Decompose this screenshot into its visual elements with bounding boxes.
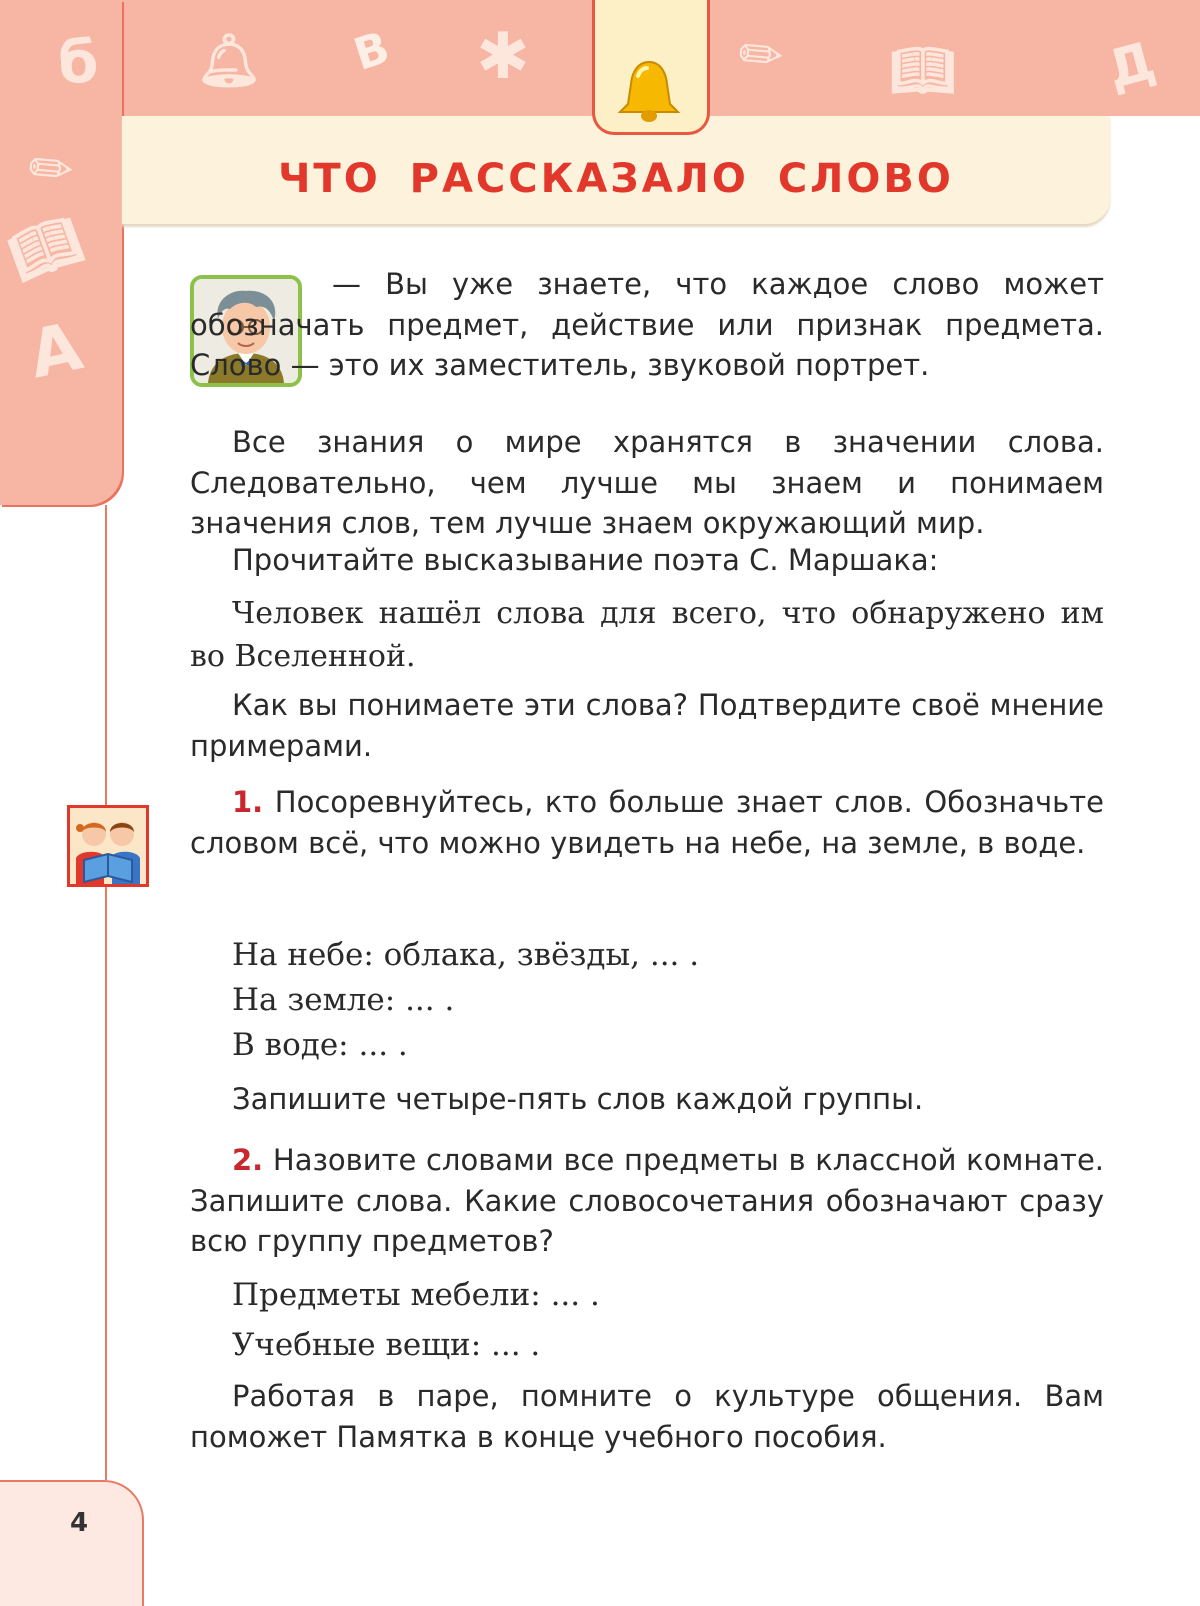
exercise-1-line-earth: На земле: ... . [232,982,455,1018]
page-number: 4 [70,1508,89,1538]
page-corner [0,1480,144,1606]
bell-icon [614,58,684,135]
decor-letter-v: В [347,22,396,81]
intro-paragraph: — Вы уже знаете, что каждое слово может обозначать предмет, действие или признак предмета. Слово — это их заместитель, звуковой портрет. [190,267,1104,382]
exercise-2-text [190,1140,1104,1262]
exercise-1-task: Запишите четыре-пять слов каждой группы. [232,1082,924,1116]
pencil-icon-left: ✎ [15,133,88,207]
page-title: ЧТО РАССКАЗАЛО СЛОВО [278,156,954,202]
exercise-1-line-sky: На небе: облака, звёзды, ... . [232,937,700,973]
knowledge-paragraph: Все знания о мире хранятся в значении слова. Следовательно, чем лучше мы знаем и понимаем значения слов, тем лучше знаем окружающий мир. [190,425,1104,540]
open-book-icon: 📖︎ [890,41,957,101]
exercise-2-instruction: Назовите словами все предметы в классной комнате. Запишите слова. Какие словосочетания обозначают сразу всю группу предметов? [190,1143,1105,1258]
exercise-1-instruction: Посоревнуйтесь, кто больше знает слов. Обозначьте словом всё, что можно увидеть на небе, на земле, в воде. [190,785,1105,860]
exercise-2-note: Работая в паре, помните о культуре общения. Вам поможет Памятка в конце учебного пособия. [190,1379,1104,1454]
maple-leaf-icon: ✱ [476,20,530,94]
exercise-1-line-water: В воде: ... . [232,1027,408,1063]
open-book-icon-left: 📖︎ [1,205,91,292]
exercise-1-number: 1. [232,785,264,819]
decor-letter-b: б [58,28,99,96]
bell-outline-icon: 🔔︎ [196,31,263,91]
exercise-2-line-school-items: Учебные вещи: ... . [232,1327,541,1363]
decor-letter-a: А [22,307,89,394]
exercise-1-text [190,782,1104,863]
marshak-quote: Человек нашёл слова для всего, что обнаружено им во Вселенной. [190,596,1104,674]
kids-reading-icon [67,805,149,887]
pencil-icon: ✎ [725,19,798,93]
exercise-2-number: 2. [232,1143,264,1177]
read-prompt: Прочитайте высказывание поэта С. Маршака: [232,543,939,577]
question-paragraph: Как вы понимаете эти слова? Подтвердите своё мнение примерами. [190,688,1104,763]
margin-line [105,505,107,1480]
decor-letter-d: Д [1101,31,1162,101]
exercise-2-line-furniture: Предметы мебели: ... . [232,1277,600,1313]
